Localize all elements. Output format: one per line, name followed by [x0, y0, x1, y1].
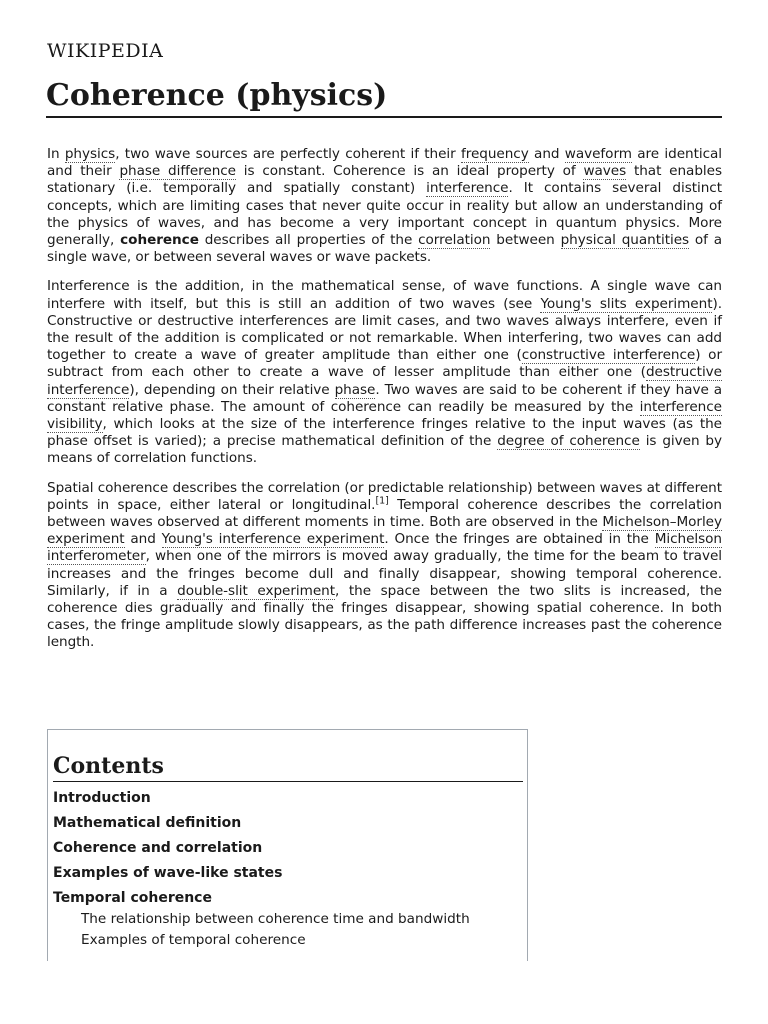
paragraph-interference — [47, 278, 722, 467]
text: ). Constructive or destructive interferences are limit cases, and two waves always interfere, even if the result of the addition is complicated or not remarkable. When interfering, two waves can add together to create a wave of greater amplitude than either one ( — [47, 295, 722, 364]
toc-item-introduction[interactable]: Introduction — [53, 790, 151, 806]
text: that enables stationary (i.e. temporally and spatially constant) — [47, 163, 722, 197]
text: Spatial coherence describes the correlation (or predictable relationship) between waves at different points in space, either lateral or longitudinal. — [47, 479, 722, 513]
text: ) or subtract from each other to create a wave of lesser amplitude than either one ( — [47, 347, 722, 381]
text: . Once the fringes are obtained in the — [384, 531, 655, 548]
link-destructive-interference[interactable]: destructive interference — [47, 364, 722, 398]
text: and — [124, 531, 162, 548]
paragraph-intro — [47, 146, 722, 266]
toc-item-examples-of-wave-like-states[interactable]: Examples of wave-like states — [53, 865, 283, 881]
link-interference-visibility[interactable]: interference visibility — [47, 398, 722, 433]
paragraph-spatial-temporal — [47, 480, 722, 652]
link-youngs-slits-experiment[interactable]: Young's slits experiment — [540, 295, 713, 312]
text: Interference is the addition, in the mathematical sense, of wave functions. A single wave can interfere with itself, but this is still an addition of two waves (see — [47, 278, 722, 312]
article-body — [47, 146, 722, 664]
link-physics[interactable]: physics — [64, 146, 116, 162]
table-of-contents — [47, 729, 528, 961]
link-frequency[interactable]: frequency — [461, 146, 529, 162]
text: . Two waves are said to be coherent if they have a constant relative phase. The amount of coherence can readily be measured by the — [47, 381, 722, 415]
link-physical-quantities[interactable]: physical quantities — [560, 232, 690, 249]
text: and — [528, 146, 565, 162]
text: . It contains several distinct concepts, which are limiting cases that never quite occur in reality but allow an understanding of the physics of waves, and has become a very important concept in quantum physics. More generally, — [47, 180, 722, 249]
toc-subitem-coherence-time-bandwidth[interactable]: The relationship between coherence time and bandwidth — [81, 911, 470, 927]
text: is given by means of correlation functions. — [47, 433, 723, 467]
text: is constant. Coherence is an ideal property of — [236, 163, 584, 180]
toc-title: Contents — [53, 752, 523, 782]
toc-subitem-examples-temporal-coherence[interactable]: Examples of temporal coherence — [81, 932, 306, 948]
link-waveform[interactable]: waveform — [564, 146, 632, 162]
link-phase[interactable]: phase — [334, 381, 376, 398]
link-degree-of-coherence[interactable]: degree of coherence — [497, 433, 640, 450]
text: In — [47, 146, 65, 162]
link-michelson-morley-experiment[interactable]: Michelson–Morley experiment — [47, 514, 722, 548]
text: are identical and their — [47, 146, 723, 180]
text: describes all properties of the — [198, 232, 419, 249]
text: ), depending on their relative — [129, 381, 335, 398]
text: Temporal coherence describes the correlation between waves observed at different moments in time. Both are observed in the — [47, 496, 722, 531]
link-phase-difference[interactable]: phase difference — [119, 163, 236, 180]
link-constructive-interference[interactable]: constructive interference — [521, 347, 696, 364]
toc-item-coherence-and-correlation[interactable]: Coherence and correlation — [53, 840, 263, 856]
link-michelson-interferometer[interactable]: Michelson interferometer — [47, 531, 723, 565]
toc-item-mathematical-definition[interactable]: Mathematical definition — [53, 815, 242, 831]
link-youngs-interference-experiment[interactable]: Young's interference experiment — [161, 531, 385, 548]
toc-item-temporal-coherence[interactable]: Temporal coherence — [53, 890, 212, 906]
toc-list — [53, 790, 523, 949]
text: , two wave sources are perfectly coherent if their — [115, 146, 461, 162]
page-title: Coherence (physics) — [46, 76, 722, 118]
text: , which looks at the size of the interference fringes relative to the input waves (as the phase offset is varied); a precise mathematical definition of the — [47, 416, 722, 450]
link-interference[interactable]: interference — [426, 180, 509, 197]
link-waves[interactable]: waves — [583, 163, 627, 180]
text: between — [490, 232, 561, 249]
text: of a single wave, or between several waves or wave packets. — [47, 232, 722, 266]
link-correlation[interactable]: correlation — [418, 232, 491, 249]
bold-term-coherence: coherence — [120, 232, 199, 249]
text: , the space between the two slits is increased, the coherence dies gradually and finally the fringes disappear, showing spatial coherence. In both cases, the fringe amplitude slowly disappears, as the path difference increases past the coherence length. — [47, 582, 722, 651]
text: , when one of the mirrors is moved away gradually, the time for the beam to travel increases and the fringes become dull and finally disappear, showing temporal coherence. Similarly, if in a — [47, 548, 722, 599]
link-double-slit-experiment[interactable]: double-slit experiment — [177, 582, 335, 599]
reference-1[interactable]: [1] — [375, 495, 389, 507]
wikipedia-logo[interactable]: WIKIPEDIA — [47, 40, 164, 62]
